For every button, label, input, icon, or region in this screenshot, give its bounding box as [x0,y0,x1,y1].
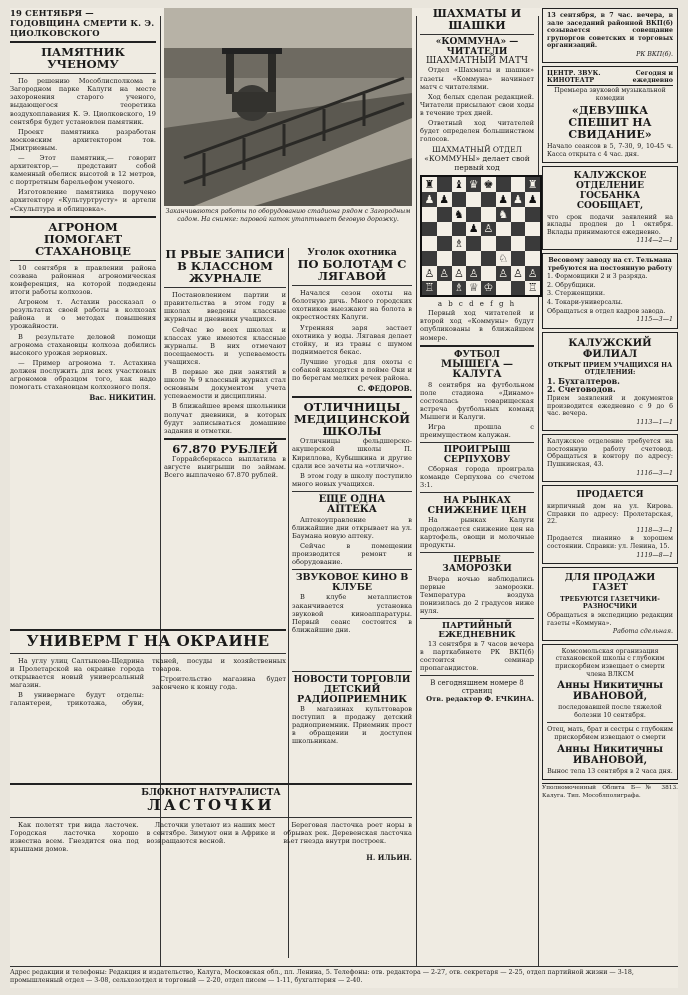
serpukhov-title: ПРОИГРЫШ СЕРПУХОВУ [443,445,511,465]
outskirts-block [10,626,286,754]
photo-block [164,8,412,240]
chess-square [422,177,437,192]
medschool-body: Отличницы фельдшерско-акушерской школы П. Кириллова, Кубышкина и другие сдали все зачеты на «отлично». В этом году в школу поступило много новых учащихся. [292,437,412,488]
chess-diagram-title: ШАХМАТНЫЙ ОТДЕЛ «КОММУНЫ» делает свой первый ход [424,145,530,173]
chess-square [422,236,437,251]
chess-square [437,266,452,281]
sound-cinema-body: В клубе металлистов заканчивается установка звуковой киноаппаратуры. Первый сеанс состоится в ближайшие дни. [292,593,412,634]
chess-square [525,192,540,207]
swallows-body: Как полетят три вида ласточек. Городская ласточка хорошо известна всем. Гнездится она под крышами домов. Ласточки улетают из наших мест в сентябре. Зимуют они в Африке и возвращаются весной. Береговая ласточка роет норы в обрывах рек. Деревенская ласточка вьет гнезда внутри построек. [10,820,412,854]
rubles-title: 67.870 РУБЛЕЙ [172,441,278,456]
chess-square [437,251,452,266]
ad-factory: Весовому заводу на ст. Тельмана требуются на постоянную работу 1. Формовщики 2 и 3 разряда. 2. Обрубщики. 3. Стерженщики. 4. Токари-универсалы. Обращаться в отдел кадров завода. 1115—3—1 [542,253,678,329]
chess-square [452,192,467,207]
chess-piece-icon: ♟ [498,192,509,206]
chess-square [466,266,481,281]
chess-piece-icon: ♚ [483,178,494,192]
swamp-tag: Уголок охотника [307,248,397,258]
medschool-title: ОТЛИЧНИЦЫ МЕДИЦИНСКОЙ ШКОЛЫ [294,400,410,439]
chess-square [525,207,540,222]
swallows-tag: БЛОКНОТ НАТУРАЛИСТА [141,788,281,798]
chess-piece-icon: ♙ [468,266,479,280]
football-title: МЫШЕГА — КАЛУГА [441,358,513,381]
chess-square [511,236,526,251]
outskirts-title: УНИВЕРМ Г НА ОКРАИНЕ [26,632,270,650]
swamp-body: Начался сезон охоты на болотную дичь. Много городских охотников выезжают на болота в окрестностях Калуги. Утренняя заря застает охотника у воды. Лягавая делает стойку, и из травы с шумом поднимается бекас. Лучшие угодья для охоты с собакой находятся в пойме Оки и по берегам мелких речек района. [292,289,412,383]
chess-square [422,281,437,296]
swamp-title: ПО БОЛОТАМ С ЛЯГАВОЙ [297,257,407,284]
football-body: 8 сентября на футбольном поле стадиона «Динамо» состоялась товарищеская встреча футбольных команд Мышеги и Калуги. Игра прошла с преимуществом калужан. [420,380,534,440]
cinema-details: Начало сеансов в 5, 7-30, 9, 10-45 ч. Касса открыта с 4 час. дня. [547,142,673,158]
chess-square [466,236,481,251]
chess-square [422,222,437,237]
chess-square [437,192,452,207]
chess-piece-icon: ♝ [453,178,464,192]
outskirts-body: На углу улиц Салтыкова-Щедрина и Пролетарской на окраине города открывается новый универсальный магазин. В универмаге будут отделы: галантереи, трикотажа, обуви, тканей, посуды и хозяйственных товаров. Строительство магазина будет закончено к концу года. [10,656,286,708]
chess-square [511,177,526,192]
chess-square [496,222,511,237]
chess-square [452,251,467,266]
chess-piece-icon: ♔ [483,281,494,295]
chess-files: a b c d e f g h [437,300,517,309]
chess-square [525,222,540,237]
chess-piece-icon: ♞ [453,207,464,221]
chess-piece-icon: ♖ [424,281,435,295]
chess-square [437,207,452,222]
column-1 [10,8,156,623]
chess-square [437,281,452,296]
swallows-block [10,780,412,960]
swamp-signature: С. ФЕДОРОВ. [357,384,412,394]
chess-piece-icon: ♖ [527,281,538,295]
chess-piece-icon: ♜ [424,178,435,192]
rubles-body: Горрайсберкасса выплатила в августе выигрыши по займам. Всего выплачено 67.870 рублей. [164,454,286,480]
chess-subtitle2: ШАХМАТНЫЙ МАТЧ [426,55,528,66]
agronomist-body: 10 сентября в правлении района созвана районная агрономическая конференция, на которой подведены итоги работы колхозов. Агроном т. Астахин рассказал о результатах своей работы в колхозах района и о методах повышения урожайности. В результате деловой помощи агронома стахановцы колхоза добились высокого урожая зерновых. — Пример агронома т. Астахина должен послужить для всех участковых агрономов образцом того, как надо помогать стахановцам колхозного поля. [10,263,156,392]
chess-piece-icon: ♜ [527,178,538,192]
chess-square [437,222,452,237]
journal-title: П РВЫЕ ЗАПИСИ В КЛАССНОМ ЖУРНАЛЕ [165,247,285,286]
chess-square [437,177,452,192]
newspaper-page [10,8,678,988]
ad-sale: ПРОДАЕТСЯ кирпичный дом на ул. Кирова. Справки по адресу: Пролетарская, 22. 1118—3—1 Продается пианино в хорошем состоянии. Справки: ул. Ленина, 15. 1119—8—1 [542,485,678,564]
football-tag: ФУТБОЛ [453,349,501,360]
chess-piece-icon: ♙ [424,266,435,280]
chess-square [511,192,526,207]
agronomist-signature: Вас. НИКИТИН. [89,393,156,403]
chess-square [481,222,496,237]
column-5 [542,8,678,963]
chess-square [511,266,526,281]
chess-square [496,251,511,266]
chess-piece-icon: ♟ [439,192,450,206]
column-3 [292,248,412,634]
chess-square [525,177,540,192]
monument-title: ПАМЯТНИК УЧЕНОМУ [41,45,125,72]
chess-square [496,281,511,296]
chess-square [481,192,496,207]
chess-square [422,192,437,207]
chess-square [466,281,481,296]
chess-piece-icon: ♙ [439,266,450,280]
chess-square [481,281,496,296]
chess-square [466,192,481,207]
chess-square [452,266,467,281]
cinema-schedule: Сегодня и ежедневно [632,70,673,85]
trade-block [292,668,412,778]
chess-square [511,207,526,222]
chess-piece-icon: ♕ [468,281,479,295]
frosts-title: ПЕРВЫЕ ЗАМОРОЗКИ [442,554,512,575]
serpukhov-body: Сборная города проиграла команде Серпухова со счетом 3:1. [420,465,534,490]
chess-square [511,222,526,237]
party-diary-title: ПАРТИЙНЫЙ ЕЖЕДНЕВНИК [438,621,516,641]
chess-piece-icon: ♗ [453,237,464,251]
chess-subtitle: «КОММУНА» — ЧИТАТЕЛИ [435,37,519,57]
chess-piece-icon: ♙ [453,266,464,280]
chess-square [525,236,540,251]
chess-square [452,177,467,192]
chess-board [420,175,542,297]
cinema-name: ЦЕНТР. ЗВУК. КИНОТЕАТР [547,70,601,85]
chess-piece-icon: ♗ [453,281,464,295]
ad-ferry: Калужское отделение требуется на постоянную работу счетовод. Обращаться в контору по адресу: Пушкинская, 43. 1116—3—1 [542,434,678,482]
party-diary-body: 13 сентября в 7 часов вечера в парткабинете РК ВКП(б) состоится семинар пропагандистов. [420,639,534,673]
trade-tag: НОВОСТИ ТОРГОВЛИ [293,675,411,685]
swallows-title: ЛАСТОЧКИ [147,796,275,814]
ad-bank: КАЛУЖСКОЕ ОТДЕЛЕНИЕ ГОСБАНКА СООБЩАЕТ, что срок подачи заявлений на вклады продлен до 1 октября. Вклады принимаются ежедневно. 1114—2—1 [542,166,678,250]
stadium-photo [164,8,412,206]
cinema-premiere: Премьера звуковой музыкальной комедии [554,87,666,103]
chess-piece-icon: ♘ [498,251,509,265]
chess-square [481,236,496,251]
date-line: 19 СЕНТЯБРЯ — ГОДОВЩИНА СМЕРТИ К. Э. ЦИОЛКОВСКОГО [10,8,155,38]
chess-square [422,207,437,222]
pharmacy-title: ЕЩЕ ОДНА АПТЕКА [318,493,386,516]
chess-piece-icon: ♛ [468,178,479,192]
chess-piece-icon: ♙ [483,222,494,236]
cinema-film: «ДЕВУШКА СПЕШИТ НА СВИДАНИЕ» [568,103,652,141]
chess-square [437,236,452,251]
chess-square [511,281,526,296]
chess-piece-icon: ♞ [498,207,509,221]
chess-square [496,236,511,251]
chess-square [466,251,481,266]
chess-square [422,251,437,266]
chess-square [452,207,467,222]
chess-square [466,222,481,237]
chess-square [481,177,496,192]
chess-piece-icon: ♟ [424,192,435,206]
ad-vkp: 13 сентября, в 7 час. вечера, в зале заседаний районной ВКП(б) созывается совещание групоргов советских и торговых организаций. РК ВКП(б). [542,8,678,63]
photo-caption: Заканчиваются работы по оборудованию стадиона рядом с Загородным садом. На снимке: паровой каток утаптывает беговую дорожку. [165,208,411,223]
chess-square [496,207,511,222]
pages-note: В сегодняшнем номере 8 страниц [430,679,524,696]
trade-title: ДЕТСКИЙ РАДИОПРИЕМНИК [296,684,408,705]
chess-square [481,207,496,222]
markets-body: На рынках Калуги продолжается снижение цен на картофель, овощи и молочные продукты. [420,516,534,549]
chess-square [452,236,467,251]
ad-branch: КАЛУЖСКИЙ ФИЛИАЛ ОТКРЫТ ПРИЕМ УЧАЩИХСЯ НА ОТДЕЛЕНИЯ: 1. Бухгалтеров. 2. Счетоводов. Прием заявлений и документов производится ежедневно с 9 до 6 час. вечера. 1113—1—1 [542,332,678,432]
printer-imprint: Уполномоченный Облита Б—№ 3813. Калуга. Тип. Мособлполиграфа. [542,785,678,799]
stadium-photo-image [164,8,412,206]
agronomist-title: АГРОНОМ ПОМОГАЕТ СТАХАНОВЦЕ [35,219,131,258]
ad-cinema [542,66,678,163]
ad-newspapers: ДЛЯ ПРОДАЖИ ГАЗЕТ ТРЕБУЮТСЯ ГАЗЕТЧИКИ-РАЗНОСЧИКИ Обращаться в экспедицию редакции газеты «Коммуна». Работа сдельная. [542,567,678,641]
chess-piece-icon: ♙ [512,266,523,280]
chess-square [511,251,526,266]
chess-square [466,177,481,192]
sound-cinema-title: ЗВУКОВОЕ КИНО В КЛУБЕ [295,572,409,594]
chess-square [452,281,467,296]
chess-title: ШАХМАТЫ И ШАШКИ [432,7,522,32]
chess-square [496,177,511,192]
chess-square [496,266,511,281]
journal-body: Постановлением партии и правительства в этом году в школах введены классные журналы и дневники учащихся. Сейчас во всех школах и классах уже имеются классные журналы. В них отмечают посещаемость и успеваемость учащихся. В первые же дни занятий в школе № 9 классный журнал стал основным документом учета успеваемости и дисциплины. В ближайшее время школьники получат дневники, в которых будут записываться домашние задания и отметки. [164,291,286,435]
monument-body: По решению Мособлисполкома в Загородном парке Калуги на месте захоронения старого ученого, выдающегося теоретика воздухоплавания К. Э. Циолковского, 19 сентября будет установлен памятник. Проект памятника разработан московским архитектором тов. Дмитриевым. — Этот памятник,— говорит архитектор,— представит собой каменный обелиск высотой в 12 метров, с портретным барельефом ученого. Изготовление памятника поручено архитектору «Культуртрусту» и артели «Скульптура и облицовка». [10,77,156,213]
chess-square [481,266,496,281]
column-2 [164,248,286,623]
markets-tag: НА РЫНКАХ [443,496,511,507]
chess-square [525,281,540,296]
chess-diagram-caption: Первый ход читателей и второй ход «Коммуны» будут опубликованы в ближайшем номере. [420,309,534,342]
chess-square [525,266,540,281]
chess-piece-icon: ♟ [512,192,523,206]
trade-body: В магазинах культтоваров поступил в продажу детский радиоприемник. Приемник прост в обращении и доступен школьникам. [292,704,412,746]
chess-piece-icon: ♙ [527,266,538,280]
chess-body: Отдел «Шахматы и шашки» газеты «Коммуна» начинает матч с читателями. Ход белых сделан редакцией. Читатели присылают свои ходы в течение трех дней. Ответный ход читателей будет определен большинством голосов. [420,66,534,144]
chess-piece-icon: ♙ [498,266,509,280]
chess-square [525,251,540,266]
chess-piece-icon: ♟ [527,192,538,206]
chess-square [422,266,437,281]
swallows-signature: Н. ИЛЬИН. [366,853,412,863]
markets-title: СНИЖЕНИЕ ЦЕН [427,505,527,517]
chess-piece-icon: ♟ [468,222,479,236]
chess-square [466,207,481,222]
frosts-body: Вчера ночью наблюдались первые заморозки. Температура воздуха понизилась до 2 градусов ниже нуля. [420,574,534,616]
column-4 [420,7,538,958]
chess-square [481,251,496,266]
chess-square [452,222,467,237]
editor-signature: Отв. редактор Ф. ЕЧКИНА. [426,695,534,704]
pharmacy-body: Аптекоуправление в ближайшие дни открывает на ул. Баумана новую аптеку. Сейчас в помещении производится ремонт и оборудование. [292,515,412,567]
chess-square [496,192,511,207]
ad-obituary: Комсомольская организация стахановской школы с глубоким прискорбием извещает о смерти члена ВЛКСМ Анны Никитичны ИВАНОВОЙ, последовавшей после тяжелой болезни 10 сентября. Отец, мать, брат и сестры с глубоким прискорбием извещают о смерти Анны Никитичны ИВАНОВОЙ, Вынос тела 13 сентября в 2 часа дня. [542,644,678,780]
footer-address: Адрес редакции и телефоны: Редакция и издательство, Калуга, Московская обл., пл. Ленина, 5. Телефоны: отв. редактора — 2-27, отв. секретаря — 2-25, отдел партийной жизни — 3-18, промышленный отдел — 3-08, сельхозотдел и торговый — 2-20, отдел писем — 1-11, бухгалтерия — 2-40. [10,966,678,984]
